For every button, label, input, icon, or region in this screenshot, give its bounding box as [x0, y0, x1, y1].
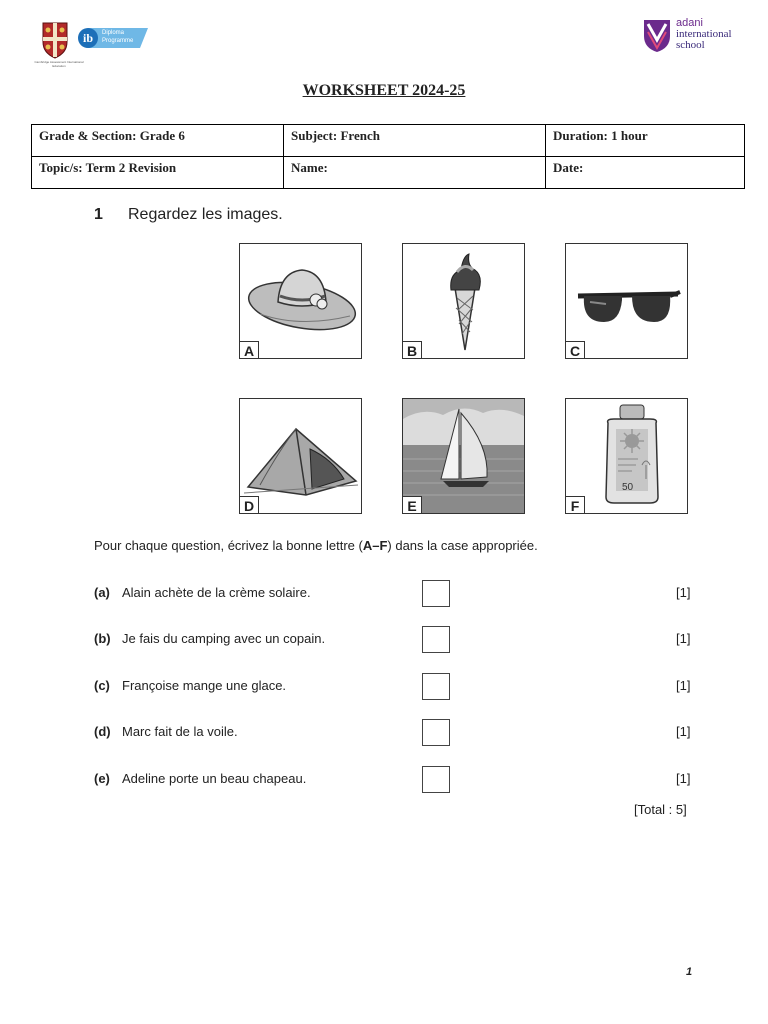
picture-f	[565, 398, 688, 514]
ib-logo-text: Diploma Programme	[102, 30, 134, 44]
date-cell: Date:	[546, 157, 745, 189]
item-text: Marc fait de la voile.	[122, 724, 238, 739]
picture-d-label: D	[239, 496, 259, 514]
item-mark: [1]	[676, 771, 691, 786]
cambridge-caption: Cambridge Assessment International Education	[34, 60, 84, 68]
adani-name: adani	[676, 17, 703, 29]
answer-box-e[interactable]	[422, 766, 450, 793]
picture-b-label: B	[402, 341, 422, 359]
instruction-post: ) dans la case appropriée.	[387, 538, 538, 553]
item-text: Alain achète de la crème solaire.	[122, 585, 311, 600]
item-letter: (a)	[94, 585, 110, 600]
picture-a	[239, 243, 362, 359]
grade-section-cell: Grade & Section: Grade 6	[32, 125, 284, 157]
answer-box-c[interactable]	[422, 673, 450, 700]
instruction-range: A–F	[362, 538, 388, 553]
item-letter: (d)	[94, 724, 111, 739]
adani-school: school	[676, 39, 705, 51]
item-letter: (e)	[94, 771, 110, 786]
spf-label: 50	[622, 482, 634, 493]
picture-d	[239, 398, 362, 514]
picture-b	[402, 243, 525, 359]
topic-cell: Topic/s: Term 2 Revision	[32, 157, 284, 189]
answer-box-d[interactable]	[422, 719, 450, 746]
item-mark: [1]	[676, 585, 691, 600]
info-table	[31, 124, 745, 189]
worksheet-title: WORKSHEET 2024-25	[302, 82, 466, 99]
item-text: Françoise mange une glace.	[122, 678, 287, 693]
cambridge-crest-logo	[40, 20, 70, 60]
duration-cell: Duration: 1 hour	[546, 125, 745, 157]
item-text: Adeline porte un beau chapeau.	[122, 771, 307, 786]
picture-c-label: C	[565, 341, 585, 359]
item-letter: (c)	[94, 678, 110, 693]
item-mark: [1]	[676, 724, 691, 739]
instruction-pre: Pour chaque question, écrivez la bonne lettre (	[94, 538, 363, 553]
instruction	[94, 538, 538, 553]
svg-text:ib: ib	[82, 31, 94, 45]
name-cell: Name:	[284, 157, 546, 189]
item-text: Je fais du camping avec un copain.	[122, 631, 326, 646]
answer-box-a[interactable]	[422, 580, 450, 607]
total-marks: [Total : 5]	[634, 802, 687, 817]
item-mark: [1]	[676, 678, 691, 693]
adani-international: international	[676, 28, 732, 40]
answer-box-b[interactable]	[422, 626, 450, 653]
adani-school-logo	[642, 18, 742, 58]
question-intro: Regardez les images.	[128, 206, 283, 223]
picture-a-label: A	[239, 341, 259, 359]
item-mark: [1]	[676, 631, 691, 646]
picture-c	[565, 243, 688, 359]
subject-cell: Subject: French	[284, 125, 546, 157]
item-letter: (b)	[94, 631, 111, 646]
picture-e	[402, 398, 525, 514]
picture-e-label: E	[402, 496, 422, 514]
picture-f-label: F	[565, 496, 585, 514]
page-number: 1	[686, 966, 693, 978]
adani-emblem-icon	[642, 18, 672, 54]
question-number: 1	[94, 206, 103, 223]
